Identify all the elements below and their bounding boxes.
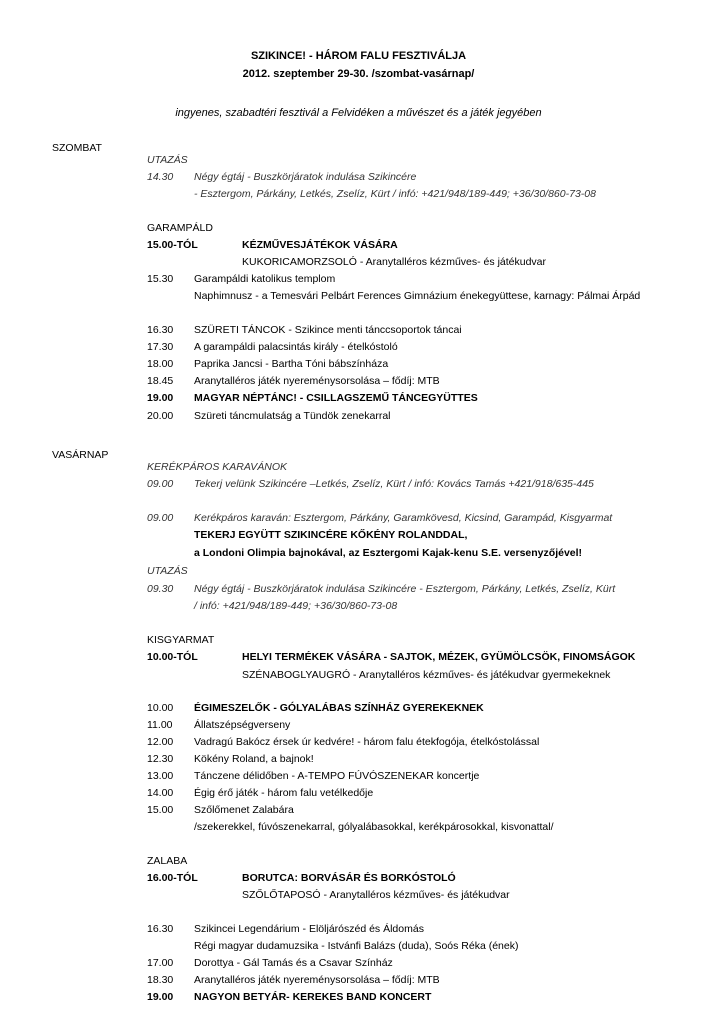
program-time: 16.30	[147, 324, 174, 336]
program-text: NAGYON BETYÁR- KEREKES BAND KONCERT	[194, 991, 432, 1003]
program-text: UTAZÁS	[147, 154, 188, 166]
program-time: 15.00-TÓL	[147, 239, 198, 251]
program-text: KISGYARMAT	[147, 634, 215, 646]
program-text: Paprika Jancsi - Bartha Tóni bábszínháza	[194, 358, 389, 370]
program-text: UTAZÁS	[147, 565, 188, 577]
program-text: Aranytalléros játék nyereménysorsolása – fődíj: MTB	[194, 375, 440, 387]
program-text: Négy égtáj - Buszkörjáratok indulása Szikincére	[194, 171, 417, 183]
program-text: KUKORICAMORZSOLÓ - Aranytalléros kézműves- és játékudvar	[242, 256, 547, 268]
program-time: 16.30	[147, 923, 174, 935]
program-text: Aranytalléros játék nyereménysorsolása – fődíj: MTB	[194, 974, 440, 986]
program-text: - Esztergom, Párkány, Letkés, Zselíz, Kürt / infó: +421/948/189-449; +36/30/860-73-08	[194, 188, 596, 200]
program-text: Garampáldi katolikus templom	[194, 273, 336, 285]
program-text: SZÜRETI TÁNCOK - Szikince menti tánccsoportok táncai	[194, 324, 462, 336]
program-text: SZŐLŐTAPOSÓ - Aranytalléros kézműves- és játékudvar	[242, 889, 510, 901]
program-text: MAGYAR NÉPTÁNC! - CSILLAGSZEMŰ TÁNCEGYÜTTES	[194, 392, 478, 404]
program-time: 15.30	[147, 273, 174, 285]
program-text: A garampáldi palacsintás király - ételkóstoló	[194, 341, 398, 353]
program-text: /szekerekkel, fúvószenekarral, gólyalábasokkal, kerékpárosokkal, kisvonattal/	[194, 821, 554, 833]
program-text: Vadragú Bakócz érsek úr kedvére! - három falu étekfogója, ételkóstolással	[194, 736, 540, 748]
program-text: Szikincei Legendárium - Elöljárószéd és Áldomás	[194, 923, 424, 935]
program-text: BORUTCA: BORVÁSÁR ÉS BORKÓSTOLÓ	[242, 872, 456, 884]
program-time: 09.30	[147, 583, 174, 595]
program-text: ZALABA	[147, 855, 188, 867]
program-text: HELYI TERMÉKEK VÁSÁRA - SAJTOK, MÉZEK, GYÜMÖLCSÖK, FINOMSÁGOK	[242, 651, 636, 663]
document-tagline: ingyenes, szabadtéri fesztivál a Felvidéken a művészet és a játék jegyében	[175, 107, 542, 119]
document-date: 2012. szeptember 29-30. /szombat-vasárnap/	[242, 68, 475, 80]
day-heading-saturday: SZOMBAT	[52, 142, 102, 154]
program-time: 12.00	[147, 736, 174, 748]
program-text: Szőlőmenet Zalabára	[194, 804, 294, 816]
program-time: 18.45	[147, 375, 174, 387]
program-text: Tánczene délidőben - A-TEMPO FÚVÓSZENEKAR koncertje	[194, 770, 480, 782]
program-time: 14.00	[147, 787, 174, 799]
program-time: 17.00	[147, 957, 174, 969]
program-text: TEKERJ EGYÜTT SZIKINCÉRE KŐKÉNY ROLANDDAL,	[194, 529, 468, 541]
document-title: SZIKINCE! - HÁROM FALU FESZTIVÁLJA	[250, 50, 467, 62]
program-text: GARAMPÁLD	[147, 222, 213, 234]
program-text: KERÉKPÁROS KARAVÁNOK	[147, 461, 288, 473]
program-text: Régi magyar dudamuzsika - Istvánfi Balázs (duda), Soós Réka (ének)	[194, 940, 519, 952]
program-text: Állatszépségverseny	[194, 719, 291, 731]
program-time: 12.30	[147, 753, 174, 765]
program-text: Négy égtáj - Buszkörjáratok indulása Szikincére - Esztergom, Párkány, Letkés, Zselíz, Kürt	[194, 583, 616, 595]
program-time: 09.00	[147, 512, 174, 524]
program-text: Naphimnusz - a Temesvári Pelbárt Ferences Gimnázium énekegyüttese, karnagy: Pálmai Árpád	[194, 290, 641, 302]
program-time: 20.00	[147, 410, 174, 422]
program-text: KÉZMŰVESJÁTÉKOK VÁSÁRA	[242, 239, 398, 251]
program-text: Kökény Roland, a bajnok!	[194, 753, 314, 765]
program-text: Égig érő játék - három falu vetélkedője	[194, 787, 374, 799]
program-text: a Londoni Olimpia bajnokával, az Esztergomi Kajak-kenu S.E. versenyzőjével!	[194, 547, 583, 559]
day-heading-sunday: VASÁRNAP	[52, 449, 109, 461]
program-time: 10.00-TÓL	[147, 651, 198, 663]
program-time: 19.00	[147, 392, 174, 404]
program-text: / infó: +421/948/189-449; +36/30/860-73-08	[194, 600, 398, 612]
program-text: Tekerj velünk Szikincére –Letkés, Zselíz, Kürt / infó: Kovács Tamás +421/918/635-445	[194, 478, 594, 490]
program-time: 09.00	[147, 478, 174, 490]
program-text: ÉGIMESZELŐK - GÓLYALÁBAS SZÍNHÁZ GYEREKEKNEK	[194, 702, 484, 714]
program-time: 18.30	[147, 974, 174, 986]
program-time: 11.00	[147, 719, 173, 731]
program-time: 18.00	[147, 358, 174, 370]
program-text: Kerékpáros karaván: Esztergom, Párkány, Garamkövesd, Kicsind, Garampád, Kisgyarmat	[194, 512, 613, 524]
program-time: 19.00	[147, 991, 174, 1003]
program-text: Szüreti táncmulatság a Tündök zenekarral	[194, 410, 391, 422]
program-time: 10.00	[147, 702, 174, 714]
program-time: 13.00	[147, 770, 174, 782]
program-text: Dorottya - Gál Tamás és a Csavar Színház	[194, 957, 393, 969]
program-text: SZÉNABOGLYAUGRÓ - Aranytalléros kézműves- és játékudvar gyermekeknek	[242, 669, 611, 681]
program-time: 15.00	[147, 804, 174, 816]
program-time: 17.30	[147, 341, 174, 353]
program-time: 16.00-TÓL	[147, 872, 198, 884]
program-time: 14.30	[147, 171, 174, 183]
